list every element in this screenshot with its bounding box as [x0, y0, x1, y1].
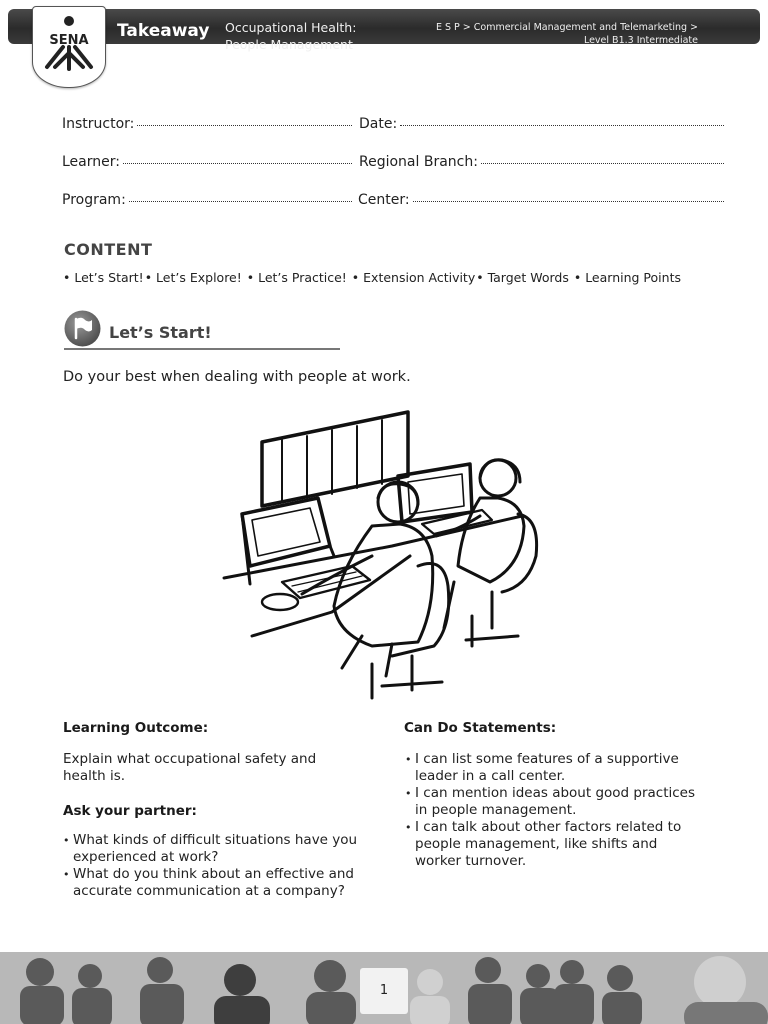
content-item[interactable]: • Extension Activity	[347, 270, 476, 285]
content-item[interactable]: • Learning Points	[573, 270, 681, 285]
breadcrumb-line-1: E S P > Commercial Management and Telemarketing >	[435, 22, 698, 33]
course-title	[225, 19, 356, 53]
sena-logo	[32, 6, 106, 88]
flag-icon	[64, 310, 101, 347]
header-bar	[8, 9, 760, 52]
center-label: Center:	[358, 192, 410, 208]
regional-branch-field[interactable]	[359, 154, 724, 170]
list-item: • What do you think about an effective and accurate communication at a company?	[63, 866, 363, 900]
logo-text: SENA	[49, 33, 89, 48]
content-item[interactable]: • Let’s Explore!	[144, 270, 242, 285]
learner-label: Learner:	[62, 154, 120, 170]
section-title: Let’s Start!	[109, 323, 212, 342]
list-item: • What kinds of difficult situations have you experienced at work?	[63, 832, 363, 866]
sena-logo-icon	[33, 7, 105, 87]
learning-outcome-text: Explain what occupational safety and health is.	[63, 751, 317, 784]
section-divider	[64, 348, 340, 350]
ask-partner-list	[63, 832, 363, 900]
regional-branch-label: Regional Branch:	[359, 154, 478, 170]
brand-title: Takeaway	[117, 21, 210, 41]
learning-outcome-heading: Learning Outcome:	[63, 720, 209, 736]
ask-partner-heading: Ask your partner:	[63, 803, 197, 819]
list-item: • I can list some features of a supportive leader in a call center.	[405, 751, 705, 785]
breadcrumb	[378, 22, 698, 47]
list-item: • I can mention ideas about good practices in people management.	[405, 785, 705, 819]
content-item[interactable]: • Target Words	[476, 270, 573, 285]
call-center-illustration	[222, 406, 542, 706]
center-field[interactable]	[358, 192, 724, 208]
instructor-label: Instructor:	[62, 116, 135, 132]
course-title-line-1: Occupational Health:	[225, 20, 357, 35]
program-label: Program:	[62, 192, 126, 208]
program-field[interactable]	[62, 192, 352, 208]
date-field[interactable]	[359, 116, 724, 132]
breadcrumb-line-2: Level B1.3 Intermediate	[583, 34, 698, 46]
can-do-heading: Can Do Statements:	[404, 720, 557, 736]
page-number: 1	[360, 968, 408, 1014]
date-label: Date:	[359, 116, 398, 132]
intro-text: Do your best when dealing with people at work.	[63, 369, 411, 385]
content-list	[63, 270, 682, 285]
content-heading: CONTENT	[64, 240, 153, 259]
course-title-line-2: People Management	[225, 37, 353, 52]
can-do-list	[405, 751, 705, 870]
instructor-field[interactable]	[62, 116, 352, 132]
content-item[interactable]: • Let’s Practice!	[242, 270, 347, 285]
list-item: • I can talk about other factors related to people management, like shifts and worker turnover.	[405, 819, 705, 870]
content-item[interactable]: • Let’s Start!	[63, 270, 144, 285]
learner-field[interactable]	[62, 154, 352, 170]
